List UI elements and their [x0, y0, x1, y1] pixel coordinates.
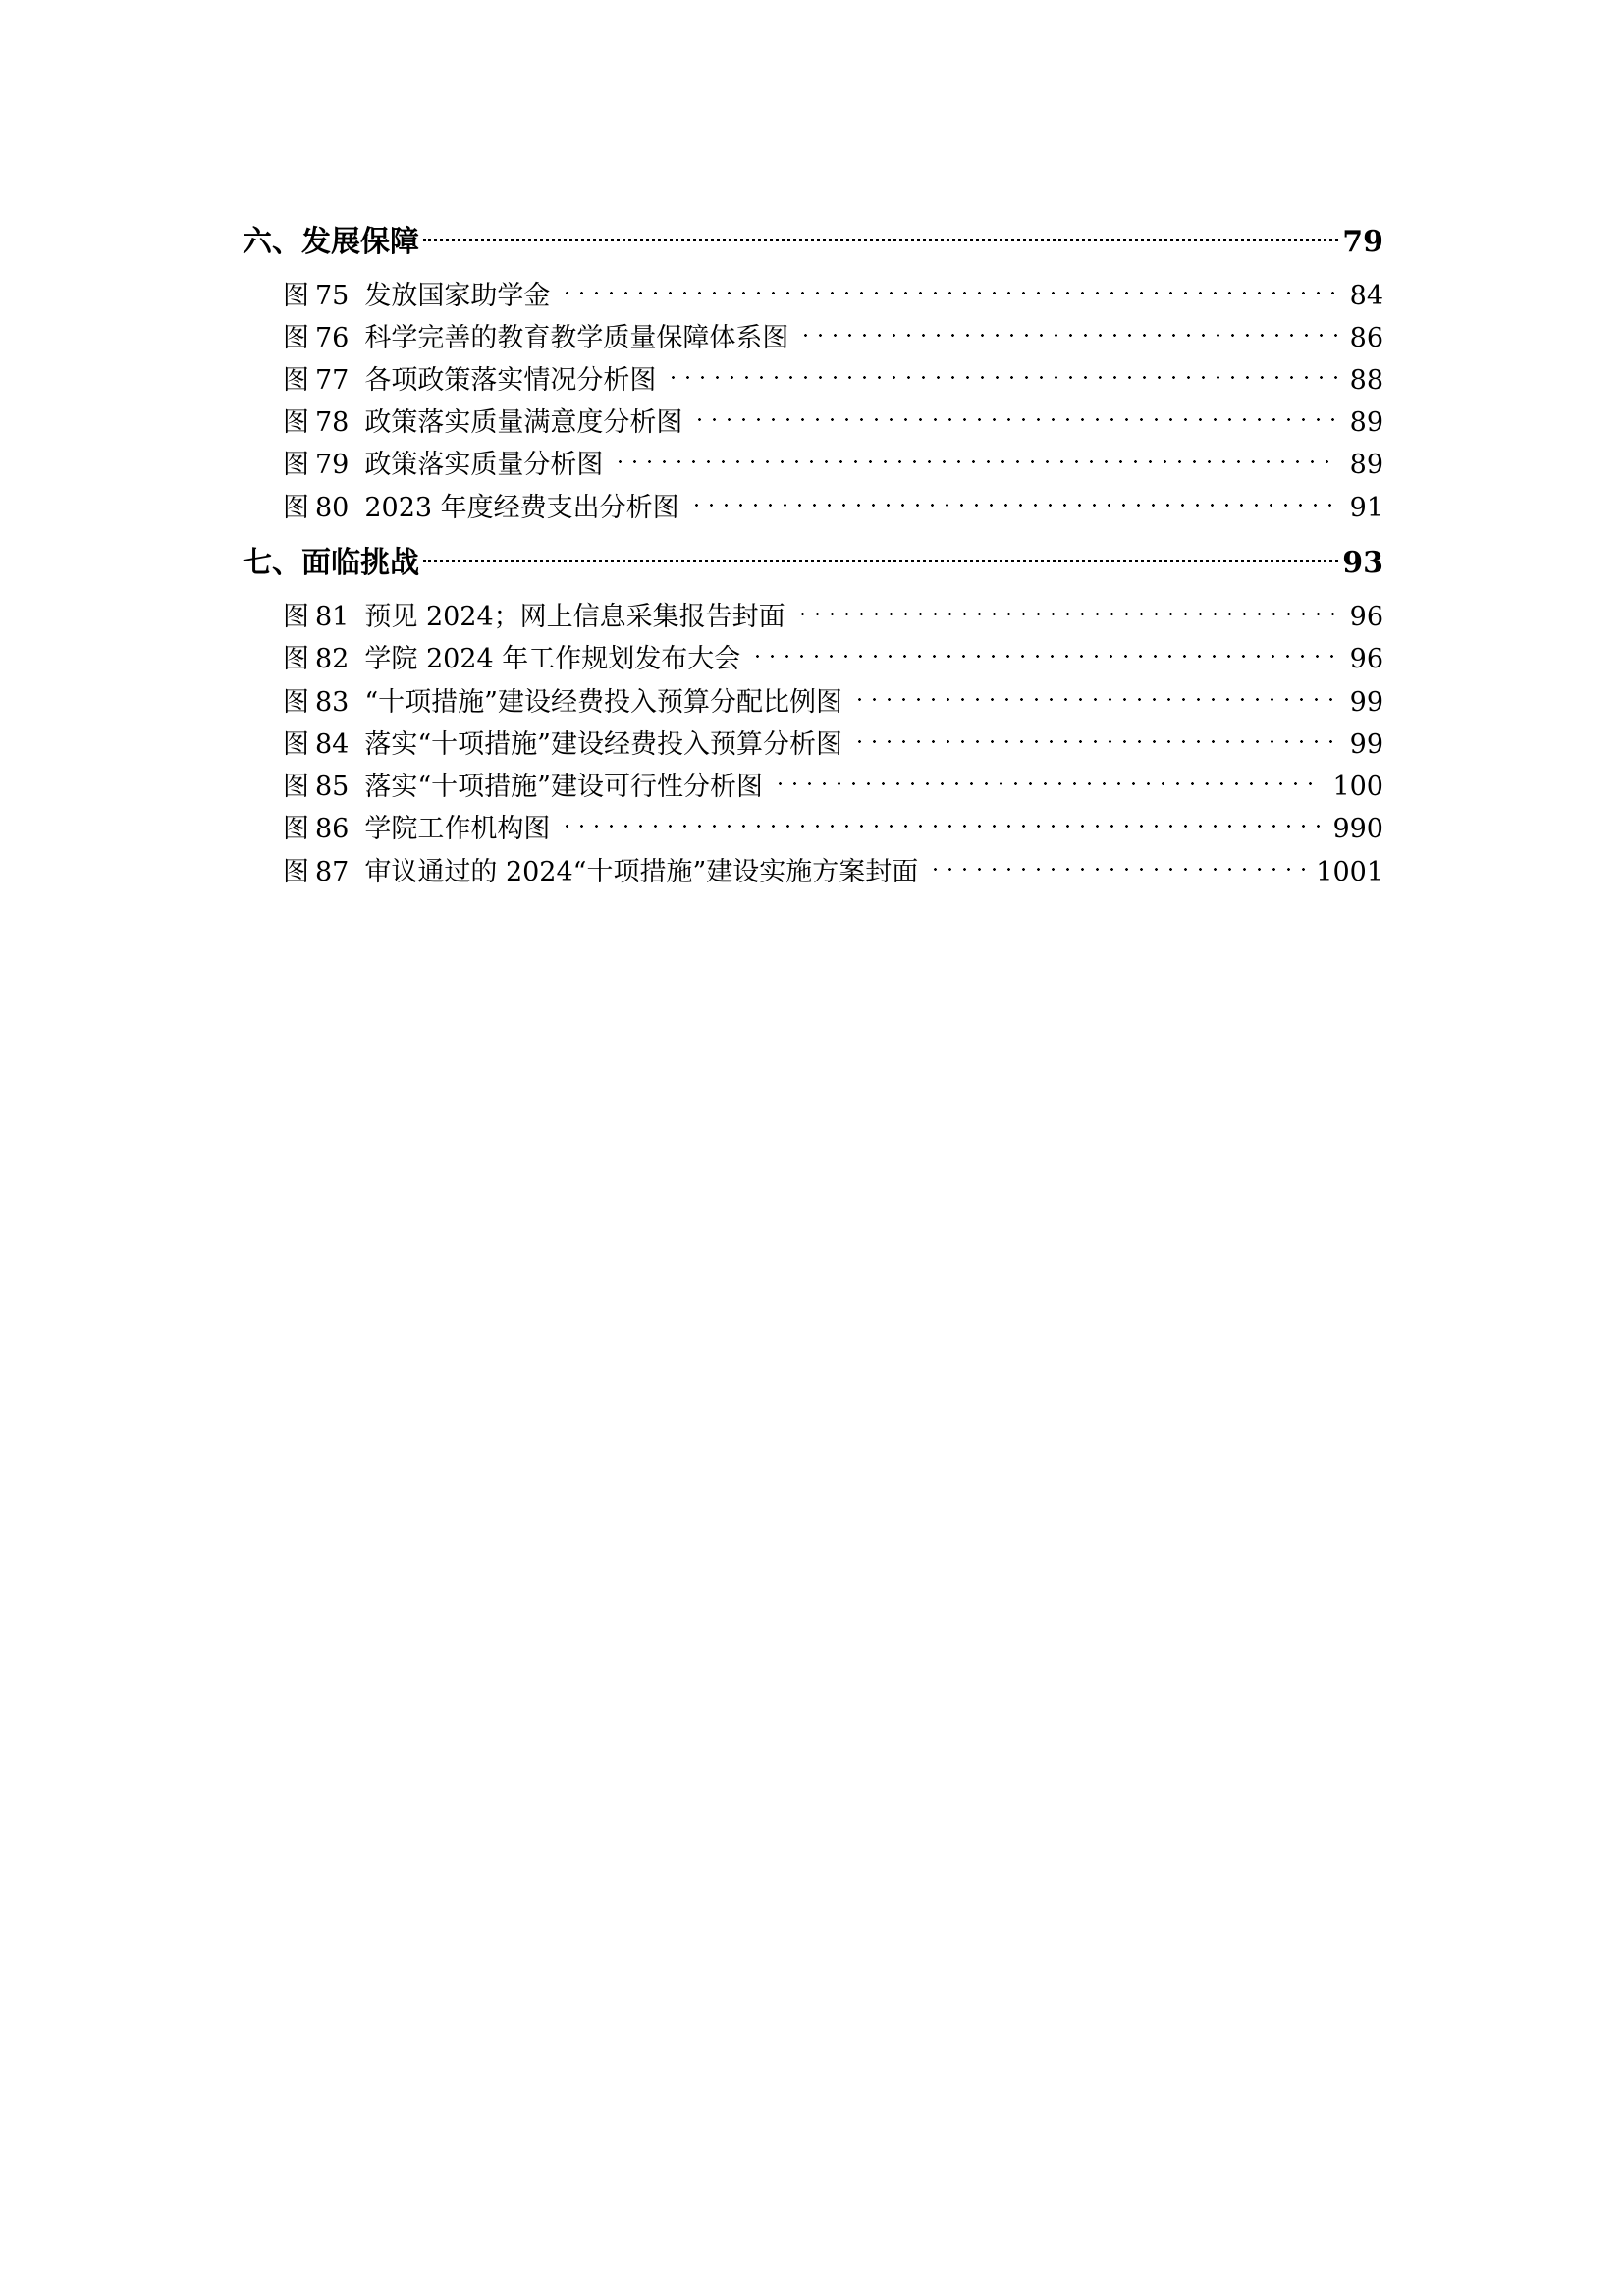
toc-item-fig-75[interactable]: [283, 265, 1383, 311]
dot-leader: [607, 434, 1345, 473]
toc-item-fig-80[interactable]: [283, 477, 1383, 523]
item-title: 学院 2024 年工作规划发布大会: [364, 644, 741, 674]
page-number: 86: [1349, 323, 1383, 353]
dot-leader: [744, 628, 1345, 667]
item-number: 86: [315, 814, 350, 844]
item-title: 各项政策落实情况分析图: [364, 365, 657, 396]
item-title: “十项措施”建设经费投入预算分配比例图: [364, 687, 842, 718]
item-title: 2023 年度经费支出分析图: [364, 493, 679, 523]
toc-item-fig-87[interactable]: [283, 841, 1383, 887]
item-number: 81: [315, 602, 350, 632]
dot-leader: [792, 307, 1345, 347]
dot-leader: [660, 349, 1345, 389]
item-number: 77: [315, 365, 350, 396]
item-prefix: 图: [283, 644, 309, 674]
page-number: 91: [1349, 493, 1383, 523]
item-prefix: 图: [283, 407, 309, 438]
item-number: 82: [315, 644, 350, 674]
item-number: 75: [315, 281, 350, 311]
page-number: 89: [1349, 450, 1383, 480]
dot-leader: [767, 756, 1328, 795]
item-label: [283, 853, 918, 892]
toc-section-6[interactable]: [243, 212, 1383, 259]
item-title: 政策落实质量满意度分析图: [364, 407, 683, 438]
toc-item-fig-83[interactable]: [283, 671, 1383, 718]
item-number: 79: [315, 450, 350, 480]
dot-leader: [789, 586, 1346, 625]
page-number: 96: [1349, 644, 1383, 674]
item-prefix: 图: [283, 323, 309, 353]
item-title: 政策落实质量分析图: [364, 450, 604, 480]
page-number: 99: [1349, 729, 1383, 760]
item-number: 78: [315, 407, 350, 438]
item-prefix: 图: [283, 365, 309, 396]
dot-leader: [846, 714, 1346, 753]
item-prefix: 图: [283, 729, 309, 760]
page-number: 84: [1349, 281, 1383, 311]
page-number: 88: [1349, 365, 1383, 396]
toc-item-fig-84[interactable]: [283, 714, 1383, 760]
page-number: 990: [1332, 814, 1383, 844]
item-title: 预见 2024；网上信息采集报告封面: [364, 602, 785, 632]
toc-item-fig-76[interactable]: [283, 307, 1383, 353]
toc-item-fig-85[interactable]: [283, 756, 1383, 802]
page-number: 99: [1349, 687, 1383, 718]
item-number: 87: [315, 857, 350, 887]
dot-leader: [683, 477, 1346, 516]
item-prefix: 图: [283, 450, 309, 480]
item-title: 落实“十项措施”建设经费投入预算分析图: [364, 729, 842, 760]
toc-item-fig-77[interactable]: [283, 349, 1383, 396]
toc-item-fig-79[interactable]: [283, 434, 1383, 480]
item-title: 科学完善的教育教学质量保障体系图: [364, 323, 789, 353]
item-prefix: 图: [283, 281, 309, 311]
item-label: [283, 489, 679, 528]
item-prefix: 图: [283, 857, 309, 887]
page-number: 79: [1342, 225, 1383, 259]
toc-item-fig-78[interactable]: [283, 392, 1383, 438]
item-prefix: 图: [283, 772, 309, 802]
page-number: 96: [1349, 602, 1383, 632]
dot-leader: [686, 392, 1345, 431]
page-number: 89: [1349, 407, 1383, 438]
toc-item-fig-81[interactable]: [283, 586, 1383, 632]
dot-leader: [554, 798, 1328, 837]
dot-leader: [554, 265, 1345, 304]
item-number: 76: [315, 323, 350, 353]
item-title: 发放国家助学金: [364, 281, 551, 311]
item-title: 落实“十项措施”建设可行性分析图: [364, 772, 763, 802]
item-prefix: 图: [283, 602, 309, 632]
item-title: 审议通过的 2024“十项措施”建设实施方案封面: [364, 857, 919, 887]
item-number: 84: [315, 729, 350, 760]
section-title: 六、发展保障: [243, 225, 419, 259]
page-number: 100: [1332, 772, 1383, 802]
item-prefix: 图: [283, 687, 309, 718]
item-number: 83: [315, 687, 350, 718]
dot-leader: [423, 533, 1338, 572]
dot-leader: [922, 841, 1312, 881]
toc-section-7[interactable]: [243, 533, 1383, 580]
section-title: 七、面临挑战: [243, 546, 419, 580]
item-title: 学院工作机构图: [364, 814, 551, 844]
item-prefix: 图: [283, 814, 309, 844]
item-number: 80: [315, 493, 350, 523]
item-prefix: 图: [283, 493, 309, 523]
item-number: 85: [315, 772, 350, 802]
page-number: 93: [1342, 546, 1383, 580]
page-number: 1001: [1316, 857, 1383, 887]
dot-leader: [846, 671, 1346, 711]
toc-item-fig-86[interactable]: [283, 798, 1383, 844]
dot-leader: [423, 212, 1338, 251]
toc-item-fig-82[interactable]: [283, 628, 1383, 674]
